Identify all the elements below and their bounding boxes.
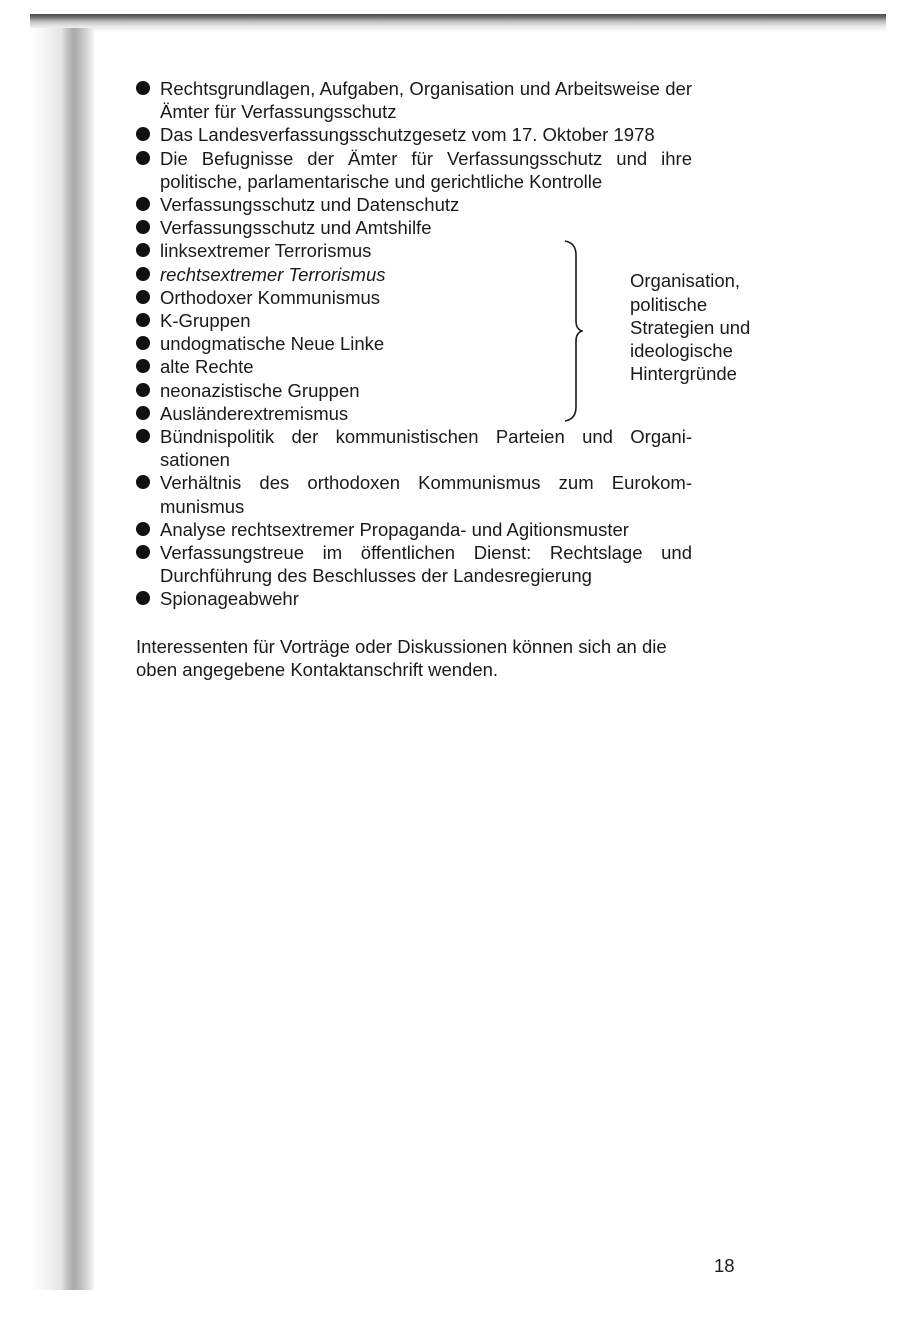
list-item [136, 541, 692, 587]
list-item [136, 123, 692, 146]
list-item [136, 239, 692, 262]
bullet-icon [136, 545, 150, 559]
bullet-icon [136, 81, 150, 95]
group-description-line: Hintergründe [630, 363, 737, 385]
list-item-text: Spionageabwehr [160, 588, 299, 610]
group-description-line: ideologische [630, 340, 733, 362]
group-description [630, 269, 800, 385]
bullet-icon [136, 429, 150, 443]
page-number: 18 [714, 1255, 735, 1276]
group-description-line: Strategien und [630, 316, 751, 338]
topic-list-continued [136, 425, 692, 611]
list-item [136, 147, 692, 193]
list-item-text: Das Landesverfassungsschutzgesetz vom 17. Oktober 1978 [160, 124, 655, 146]
list-item [136, 471, 692, 517]
bullet-icon [136, 359, 150, 373]
extremism-topic-group [136, 239, 751, 425]
bullet-icon [136, 197, 150, 211]
list-item-text: alte Rechte [160, 356, 254, 378]
bullet-icon [136, 313, 150, 327]
list-item-text: Ausländerextremismus [160, 402, 349, 424]
list-item-text: Analyse rechtsextremer Propaganda- und Agitionsmuster [160, 518, 629, 540]
list-item [136, 263, 692, 286]
list-item-text: Die Befugnisse der Ämter für Verfassungsschutz und ihre politische, parlamentarische und gerichtliche Kontrolle [160, 147, 692, 192]
scan-top-edge [30, 14, 886, 32]
group-description-line: Organisation, [630, 270, 741, 292]
list-item-text: K-Gruppen [160, 310, 251, 332]
list-item-text: Orthodoxer Kommunismus [160, 286, 381, 308]
list-item-text: neonazistische Gruppen [160, 379, 360, 401]
bullet-icon [136, 243, 150, 257]
bullet-icon [136, 151, 150, 165]
bullet-icon [136, 290, 150, 304]
list-item-text: Bündnispolitik der kommunistischen Parteien und Organisationen [160, 426, 692, 471]
list-item [136, 379, 692, 402]
curly-brace-icon [561, 239, 583, 423]
list-item-text: rechtsextremer Terrorismus [160, 263, 386, 285]
grouped-topic-list [136, 239, 692, 425]
list-item [136, 402, 692, 425]
list-item-text: Verhältnis des orthodoxen Kommunismus zum Eurokommunismus [160, 472, 692, 517]
bullet-icon [136, 220, 150, 234]
list-item [136, 216, 692, 239]
list-item [136, 425, 692, 471]
list-item-text: linksextremer Terrorismus [160, 240, 372, 262]
list-item [136, 309, 692, 332]
list-item [136, 193, 692, 216]
list-item [136, 332, 692, 355]
bullet-icon [136, 383, 150, 397]
list-item-text: Verfassungsschutz und Datenschutz [160, 194, 460, 216]
list-item-text: Verfassungsschutz und Amtshilfe [160, 217, 432, 239]
list-item-text: Rechtsgrundlagen, Aufgaben, Organisation und Arbeitsweise der Ämter für Verfassungsschutz [160, 78, 692, 123]
group-description-line: politische [630, 293, 708, 315]
bullet-icon [136, 475, 150, 489]
contact-note: Interessenten für Vorträge oder Diskussionen können sich an die oben angegebene Kontaktanschrift wenden. [136, 635, 667, 680]
bullet-icon [136, 267, 150, 281]
list-item [136, 355, 692, 378]
list-item [136, 286, 692, 309]
topic-list [136, 77, 692, 239]
list-item [136, 77, 692, 123]
bullet-icon [136, 591, 150, 605]
bullet-icon [136, 127, 150, 141]
list-item-text: Verfassungstreue im öffentlichen Dienst: Rechtslage und Durchführung des Beschlusses der Landesregierung [160, 542, 692, 587]
document-body [136, 77, 751, 700]
scan-binding-shadow [60, 28, 94, 1290]
list-item-text: undogmatische Neue Linke [160, 333, 385, 355]
list-item [136, 518, 692, 541]
bullet-icon [136, 406, 150, 420]
bullet-icon [136, 522, 150, 536]
scan-left-margin [30, 28, 60, 1290]
bullet-icon [136, 336, 150, 350]
list-item [136, 587, 692, 610]
